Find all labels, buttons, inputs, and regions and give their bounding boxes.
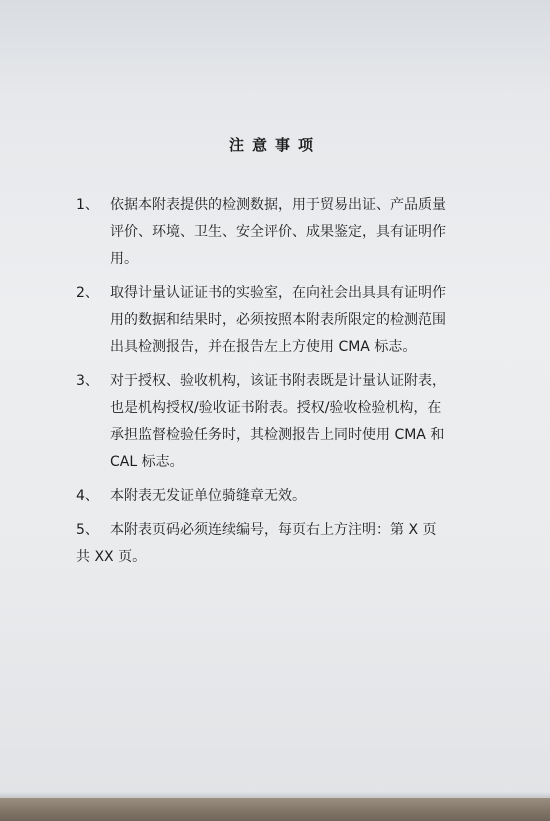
notice-item-4: [76, 483, 496, 510]
notice-number: 3、: [76, 373, 99, 389]
notice-text: [110, 192, 496, 273]
notice-list: [76, 192, 496, 571]
notice-line: 承担监督检验任务时，其检测报告上同时使用 CMA 和: [110, 427, 445, 443]
notice-line: 用。: [110, 251, 138, 267]
spacer: [76, 476, 496, 483]
notice-text: [110, 280, 496, 361]
notice-line: 取得计量认证证书的实验室，在向社会出具具有证明作: [110, 285, 446, 301]
spacer: [76, 273, 496, 280]
table-surface: [0, 798, 550, 821]
notice-line: CAL 标志。: [110, 454, 184, 470]
notice-line: 评价、环境、卫生、安全评价、成果鉴定，具有证明作: [110, 224, 446, 240]
notice-number: 1、: [76, 197, 99, 213]
notice-number: 4、: [76, 488, 99, 504]
notice-text: [110, 368, 496, 476]
notice-number: 5、: [76, 522, 99, 538]
notice-line: 共 XX 页。: [76, 549, 147, 565]
notice-line: 对于授权、验收机构，该证书附表既是计量认证附表，: [110, 373, 446, 389]
notice-line: 也是机构授权/验收证书附表。授权/验收检验机构，在: [110, 400, 442, 416]
notice-item-3: [76, 368, 496, 476]
notice-line: 用的数据和结果时，必须按照本附表所限定的检测范围: [110, 312, 446, 328]
notice-number: 2、: [76, 285, 99, 301]
notice-item-2: [76, 280, 496, 361]
spacer: [76, 361, 496, 368]
spacer: [76, 510, 496, 517]
notice-line: 本附表页码必须连续编号，每页右上方注明：第 X 页: [110, 522, 437, 538]
notice-item-1: [76, 192, 496, 273]
document-title: 注意事项: [228, 136, 321, 154]
notice-line: 依据本附表提供的检测数据，用于贸易出证、产品质量: [110, 197, 446, 213]
notice-line: 本附表无发证单位骑缝章无效。: [110, 488, 306, 504]
notice-line: 出具检测报告，并在报告左上方使用 CMA 标志。: [110, 339, 417, 355]
notice-text: [76, 517, 496, 571]
notice-text: [110, 483, 496, 510]
notice-item-5: [76, 517, 496, 571]
